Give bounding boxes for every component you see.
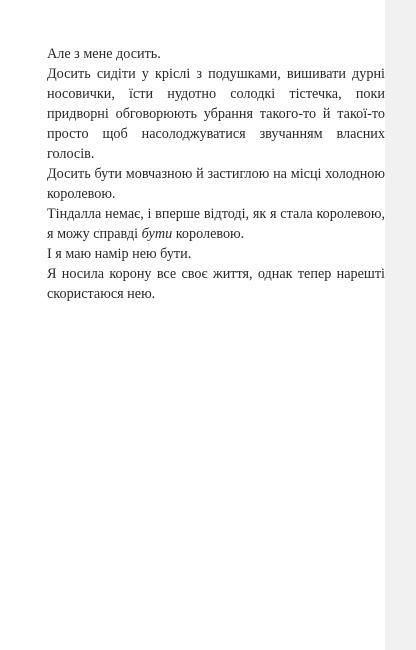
paragraph-6-text: Я носила корону все своє життя, однак тепер нарешті скористаюся нею.	[47, 266, 385, 302]
paragraph-1-text: Але з мене досить.	[47, 46, 161, 62]
paragraph-4	[47, 204, 385, 244]
page-edge-shadow	[385, 0, 416, 650]
paragraph-4-text-after: королевою.	[172, 226, 245, 242]
paragraph-1	[47, 44, 385, 64]
paragraph-3	[47, 164, 385, 204]
paragraph-6	[47, 264, 385, 304]
paragraph-2	[47, 64, 385, 164]
paragraph-4-emphasis: бути	[141, 226, 173, 242]
body-text	[47, 44, 385, 304]
paragraph-5-text: І я маю намір нею бути.	[47, 246, 192, 262]
paragraph-5	[47, 244, 385, 264]
paragraph-4-text-before: Тіндалла немає, і вперше відтоді, як я стала королевою, я можу справді	[47, 206, 385, 242]
paragraph-3-text: Досить бути мовчазною й застиглою на місці холодною королевою.	[47, 166, 385, 202]
paragraph-2-text: Досить сидіти у кріслі з подушками, вишивати дурні носовички, їсти нудотно солодкі тістечка, поки придворні обговорюють убрання такого-то й такої-то просто щоб насолоджуватися звучанням власних голосів.	[47, 66, 385, 162]
